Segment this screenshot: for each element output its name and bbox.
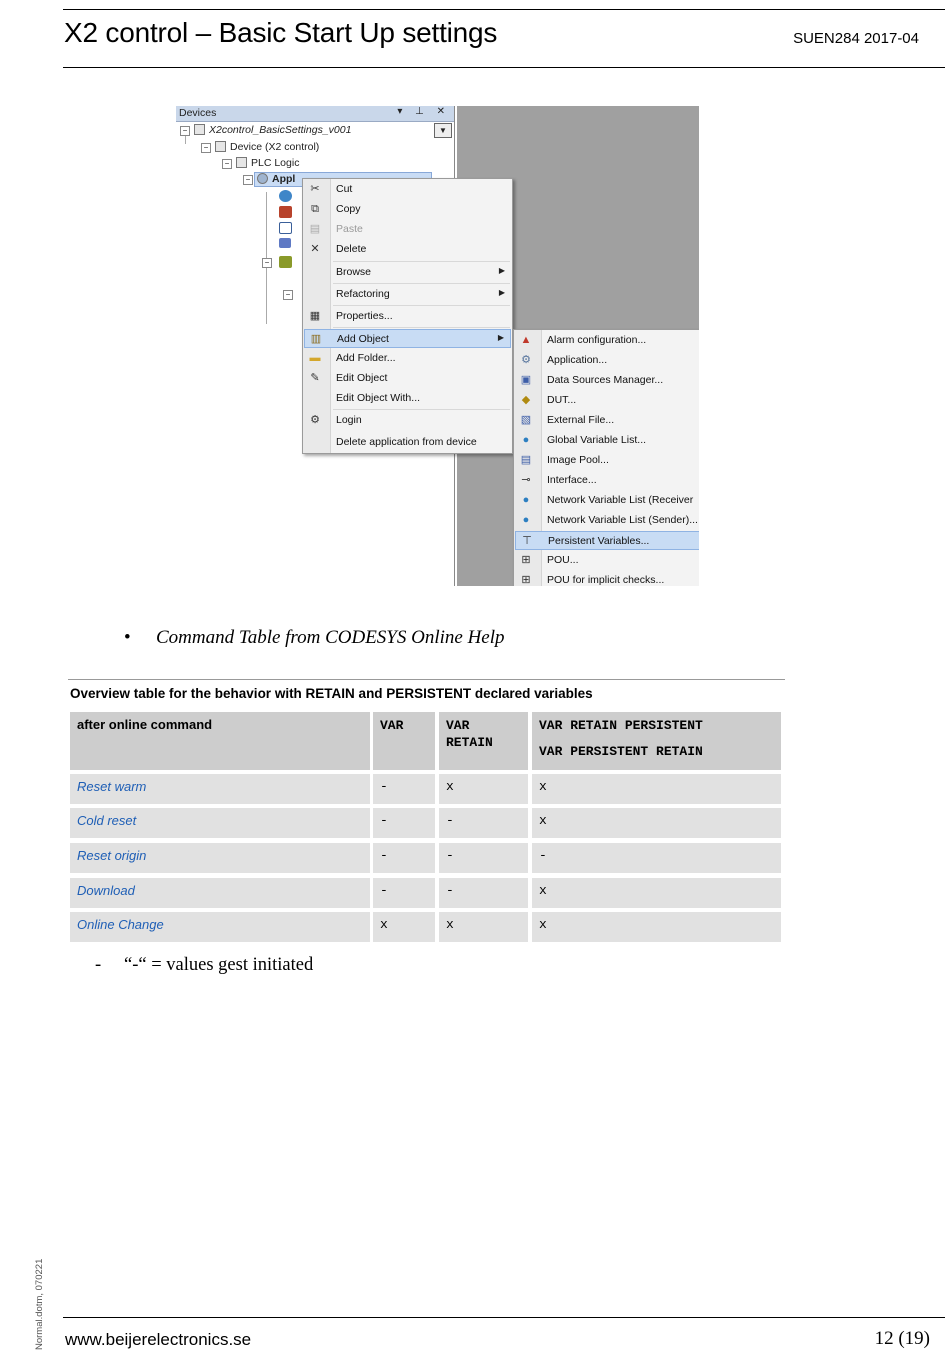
tree-item-project[interactable] [180, 124, 351, 136]
dut-icon: ◆ [521, 394, 531, 406]
plc-logic-icon [236, 157, 247, 168]
device-icon [215, 141, 226, 152]
table-header-command: after online command [70, 712, 370, 770]
tree-item-plc-logic[interactable] [222, 157, 299, 169]
tree-item-device-label: Device (X2 control) [230, 141, 320, 153]
table-cell: - [439, 878, 528, 908]
command-link[interactable]: Cold reset [77, 813, 137, 828]
table-row [70, 808, 370, 838]
globe-icon: ● [522, 434, 530, 446]
image-pool-icon: ▤ [520, 454, 532, 466]
persistent-icon: ⊤ [522, 535, 532, 547]
menu-item-delete[interactable]: ✕ Delete [304, 240, 511, 259]
template-label: Normal.dotm, 070221 [34, 1258, 45, 1350]
task-config-icon [279, 256, 292, 268]
submenu-item-pou-implicit-checks[interactable]: ⊞ POU for implicit checks... [515, 571, 699, 586]
globe-icon: ● [522, 514, 530, 526]
table-cell: x [532, 774, 781, 804]
command-link[interactable]: Reset origin [77, 848, 147, 863]
menu-item-edit-object[interactable]: ✎ Edit Object [304, 369, 511, 388]
table-caption: Overview table for the behavior with RETAIN and PERSISTENT declared variables [70, 686, 593, 701]
menu-item-cut[interactable]: ✂ Cut [304, 180, 511, 199]
paste-icon: ▤ [309, 223, 321, 235]
collapse-icon[interactable]: − [262, 258, 272, 268]
folder-icon: ▬ [309, 352, 321, 364]
menu-item-delete-application[interactable]: Delete application from device [336, 436, 477, 448]
table-header-var-retain: VAR RETAIN [439, 712, 528, 770]
table-cell: x [439, 912, 528, 942]
gear-icon: ⚙ [521, 354, 531, 366]
delete-icon: ✕ [310, 243, 320, 255]
footer-rule [63, 1317, 945, 1318]
tree-item-plc-logic-label: PLC Logic [251, 157, 300, 169]
table-cell: - [373, 843, 435, 873]
table-cell: x [439, 774, 528, 804]
submenu-item-data-sources-manager[interactable]: ▣ Data Sources Manager... [520, 374, 664, 386]
note-dash: - [95, 955, 102, 975]
menu-separator [333, 283, 510, 284]
submenu-item-interface[interactable]: ⊸ Interface... [515, 471, 699, 490]
pou-icon: ⊞ [521, 554, 531, 566]
symbol-icon [279, 238, 291, 248]
table-cell: - [373, 878, 435, 908]
table-header-var: VAR [373, 712, 435, 770]
footer-url[interactable]: www.beijerelectronics.se [65, 1330, 252, 1349]
note-text: “-“ = values gest initiated [124, 955, 314, 975]
menu-item-edit-object-with[interactable]: Edit Object With... [336, 392, 421, 404]
header-rule-top [63, 9, 945, 10]
globe-icon: ● [522, 494, 530, 506]
table-cell: - [532, 843, 781, 873]
submenu-item-external-file[interactable]: ▧ External File... [520, 414, 615, 426]
menu-item-login[interactable]: ⚙ Login [304, 411, 511, 430]
properties-icon: ▦ [309, 310, 321, 322]
tree-item-application[interactable] [243, 173, 295, 185]
scissors-icon: ✂ [310, 183, 320, 195]
login-icon: ⚙ [310, 414, 320, 426]
collapse-icon[interactable]: − [243, 175, 253, 185]
table-cell: - [373, 774, 435, 804]
menu-item-refactoring[interactable]: Refactoring ▶ [336, 288, 505, 300]
panel-controls[interactable]: ▾ ⊥ ✕ [397, 106, 450, 117]
submenu-item-persistent-variables[interactable]: ⊤ Persistent Variables... [515, 531, 699, 550]
submenu-item-global-variable-list[interactable]: ● Global Variable List... [515, 431, 699, 450]
pou-icon: ⊞ [521, 574, 531, 586]
bullet-symbol: • [124, 627, 131, 648]
table-cell: x [532, 878, 781, 908]
chevron-right-icon: ▶ [498, 288, 505, 297]
menu-separator [333, 305, 510, 306]
globe-icon [279, 190, 292, 202]
alarm-icon: ▲ [520, 334, 532, 346]
table-row [70, 912, 370, 942]
submenu-item-nvl-sender[interactable]: ● Network Variable List (Sender)... [515, 511, 699, 530]
menu-item-copy[interactable]: ⧉ Copy [304, 200, 511, 219]
table-cell: x [532, 808, 781, 838]
command-link[interactable]: Reset warm [77, 779, 147, 794]
table-cell: x [373, 912, 435, 942]
project-icon [194, 124, 205, 135]
chevron-right-icon: ▶ [497, 333, 504, 342]
header-rule-bottom [63, 67, 945, 68]
submenu-item-alarm-configuration[interactable]: ▲ Alarm configuration... [520, 334, 647, 346]
table-cell: - [439, 843, 528, 873]
collapse-icon[interactable]: − [180, 126, 190, 136]
table-top-rule [68, 679, 785, 680]
submenu-item-application[interactable]: ⚙ Application... [515, 351, 699, 370]
table-row [70, 878, 370, 908]
table-row [70, 843, 370, 873]
tree-item-project-label: X2control_BasicSettings_v001 [209, 124, 352, 136]
table-cell: - [439, 808, 528, 838]
chevron-down-icon[interactable]: ▼ [434, 123, 452, 138]
collapse-icon[interactable]: − [283, 290, 293, 300]
add-object-submenu [513, 329, 699, 586]
command-link[interactable]: Download [77, 883, 135, 898]
tree-item-application-label: Appl [272, 173, 296, 185]
document-title: X2 control – Basic Start Up settings [64, 17, 498, 48]
page-number: 12 (19) [874, 1328, 930, 1349]
menu-item-add-folder[interactable]: ▬ Add Folder... [309, 352, 396, 364]
menu-separator [333, 409, 510, 410]
menu-item-properties[interactable]: ▦ Properties... [309, 310, 393, 322]
codesys-screenshot [176, 106, 699, 586]
legend-note [95, 955, 313, 976]
task-icon [279, 222, 292, 234]
add-object-icon: ▥ [310, 333, 322, 345]
submenu-item-nvl-receiver[interactable]: ● Network Variable List (Receiver [515, 491, 699, 510]
bullet-text: Command Table from CODESYS Online Help [156, 627, 505, 648]
chevron-right-icon: ▶ [498, 266, 505, 275]
menu-item-add-object[interactable]: ▥ Add Object ▶ [304, 329, 511, 348]
submenu-item-pou[interactable]: ⊞ POU... [515, 551, 699, 570]
tree-item-device[interactable] [201, 141, 319, 153]
table-header-var-retain-persistent: VAR RETAIN PERSISTENT VAR PERSISTENT RETAIN [532, 712, 781, 770]
external-file-icon: ▧ [520, 414, 532, 426]
devices-panel-header [176, 106, 454, 122]
devices-panel-title: Devices [179, 107, 217, 119]
menu-separator [333, 261, 510, 262]
data-sources-icon: ▣ [520, 374, 532, 386]
interface-icon: ⊸ [521, 474, 531, 486]
menu-item-paste[interactable]: ▤ Paste [309, 223, 363, 235]
library-icon [279, 206, 292, 218]
document-id: SUEN284 2017-04 [793, 30, 919, 47]
command-link[interactable]: Online Change [77, 917, 164, 932]
gear-icon [257, 173, 268, 184]
bullet-item [124, 627, 505, 649]
edit-object-icon: ✎ [310, 372, 320, 384]
context-menu [302, 178, 513, 454]
table-cell: - [373, 808, 435, 838]
table-row [70, 774, 370, 804]
menu-separator [333, 327, 510, 328]
collapse-icon[interactable]: − [201, 143, 211, 153]
copy-icon: ⧉ [311, 203, 319, 215]
menu-item-browse[interactable]: Browse ▶ [336, 266, 505, 278]
submenu-item-dut[interactable]: ◆ DUT... [515, 391, 699, 410]
table-cell: x [532, 912, 781, 942]
collapse-icon[interactable]: − [222, 159, 232, 169]
submenu-item-image-pool[interactable]: ▤ Image Pool... [520, 454, 609, 466]
